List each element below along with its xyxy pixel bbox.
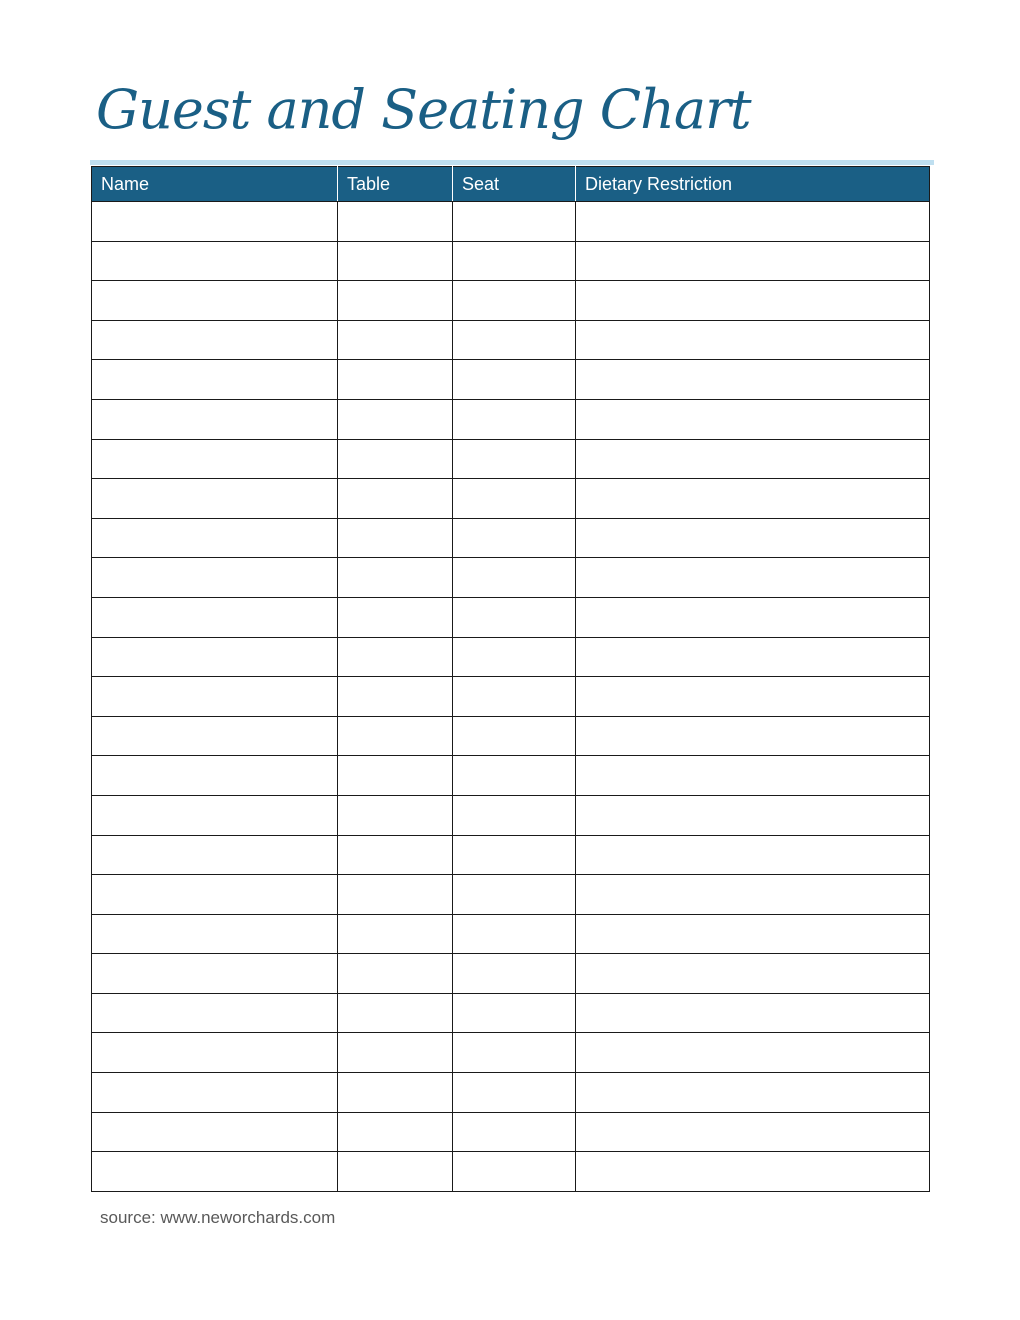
table-row — [92, 1112, 930, 1152]
seat-cell[interactable] — [453, 518, 576, 558]
dietary-restriction-cell[interactable] — [576, 954, 930, 994]
dietary-restriction-cell[interactable] — [576, 1112, 930, 1152]
column-header-name: Name — [92, 167, 338, 202]
table-row — [92, 954, 930, 994]
table-cell[interactable] — [338, 993, 453, 1033]
dietary-restriction-cell[interactable] — [576, 1152, 930, 1192]
table-cell[interactable] — [338, 597, 453, 637]
table-row — [92, 558, 930, 598]
page-title: Guest and Seating Chart — [96, 78, 751, 141]
name-cell[interactable] — [92, 954, 338, 994]
name-cell[interactable] — [92, 597, 338, 637]
name-cell[interactable] — [92, 439, 338, 479]
table-cell[interactable] — [338, 637, 453, 677]
dietary-restriction-cell[interactable] — [576, 835, 930, 875]
table-cell[interactable] — [338, 439, 453, 479]
table-cell[interactable] — [338, 1033, 453, 1073]
dietary-restriction-cell[interactable] — [576, 518, 930, 558]
table-cell[interactable] — [338, 835, 453, 875]
column-header-dietary-restriction: Dietary Restriction — [576, 167, 930, 202]
table-cell[interactable] — [338, 756, 453, 796]
name-cell[interactable] — [92, 677, 338, 717]
name-cell[interactable] — [92, 281, 338, 321]
seat-cell[interactable] — [453, 1033, 576, 1073]
seat-cell[interactable] — [453, 993, 576, 1033]
seat-cell[interactable] — [453, 756, 576, 796]
table-row — [92, 1033, 930, 1073]
seat-cell[interactable] — [453, 677, 576, 717]
name-cell[interactable] — [92, 795, 338, 835]
dietary-restriction-cell[interactable] — [576, 795, 930, 835]
table-body — [92, 202, 930, 1192]
seat-cell[interactable] — [453, 1152, 576, 1192]
seat-cell[interactable] — [453, 281, 576, 321]
table-cell[interactable] — [338, 360, 453, 400]
table-row — [92, 993, 930, 1033]
table-row — [92, 1073, 930, 1113]
table-cell[interactable] — [338, 518, 453, 558]
table-row — [92, 202, 930, 242]
table-cell[interactable] — [338, 795, 453, 835]
table-row — [92, 637, 930, 677]
table-cell[interactable] — [338, 281, 453, 321]
dietary-restriction-cell[interactable] — [576, 558, 930, 598]
table-cell[interactable] — [338, 241, 453, 281]
dietary-restriction-cell[interactable] — [576, 439, 930, 479]
dietary-restriction-cell[interactable] — [576, 1033, 930, 1073]
column-header-table: Table — [338, 167, 453, 202]
seat-cell[interactable] — [453, 597, 576, 637]
seat-cell[interactable] — [453, 914, 576, 954]
table-cell[interactable] — [338, 558, 453, 598]
dietary-restriction-cell[interactable] — [576, 241, 930, 281]
seat-cell[interactable] — [453, 202, 576, 242]
name-cell[interactable] — [92, 558, 338, 598]
table-cell[interactable] — [338, 399, 453, 439]
table-row — [92, 399, 930, 439]
name-cell[interactable] — [92, 241, 338, 281]
name-cell[interactable] — [92, 835, 338, 875]
table-row — [92, 677, 930, 717]
dietary-restriction-cell[interactable] — [576, 875, 930, 915]
seat-cell[interactable] — [453, 954, 576, 994]
name-cell[interactable] — [92, 1073, 338, 1113]
seat-cell[interactable] — [453, 558, 576, 598]
name-cell[interactable] — [92, 993, 338, 1033]
table-row — [92, 518, 930, 558]
name-cell[interactable] — [92, 360, 338, 400]
name-cell[interactable] — [92, 875, 338, 915]
seat-cell[interactable] — [453, 399, 576, 439]
seat-cell[interactable] — [453, 1112, 576, 1152]
seat-cell[interactable] — [453, 479, 576, 519]
table-row — [92, 281, 930, 321]
dietary-restriction-cell[interactable] — [576, 479, 930, 519]
name-cell[interactable] — [92, 1152, 338, 1192]
table-row — [92, 479, 930, 519]
source-credit: source: www.neworchards.com — [100, 1208, 336, 1227]
seat-cell[interactable] — [453, 875, 576, 915]
table-cell[interactable] — [338, 479, 453, 519]
table-row — [92, 795, 930, 835]
table-row — [92, 914, 930, 954]
seat-cell[interactable] — [453, 439, 576, 479]
dietary-restriction-cell[interactable] — [576, 914, 930, 954]
table-cell[interactable] — [338, 677, 453, 717]
dietary-restriction-cell[interactable] — [576, 756, 930, 796]
header-row — [92, 167, 930, 202]
name-cell[interactable] — [92, 399, 338, 439]
table-row — [92, 875, 930, 915]
table-cell[interactable] — [338, 954, 453, 994]
table-row — [92, 320, 930, 360]
name-cell[interactable] — [92, 320, 338, 360]
seat-cell[interactable] — [453, 835, 576, 875]
seat-cell[interactable] — [453, 241, 576, 281]
seat-cell[interactable] — [453, 1073, 576, 1113]
name-cell[interactable] — [92, 637, 338, 677]
dietary-restriction-cell[interactable] — [576, 993, 930, 1033]
name-cell[interactable] — [92, 202, 338, 242]
table-row — [92, 597, 930, 637]
table-cell[interactable] — [338, 914, 453, 954]
dietary-restriction-cell[interactable] — [576, 716, 930, 756]
dietary-restriction-cell[interactable] — [576, 320, 930, 360]
name-cell[interactable] — [92, 756, 338, 796]
name-cell[interactable] — [92, 479, 338, 519]
dietary-restriction-cell[interactable] — [576, 202, 930, 242]
name-cell[interactable] — [92, 716, 338, 756]
table-row — [92, 756, 930, 796]
dietary-restriction-cell[interactable] — [576, 677, 930, 717]
table-row — [92, 360, 930, 400]
title-underline — [90, 160, 934, 165]
table-row — [92, 716, 930, 756]
dietary-restriction-cell[interactable] — [576, 597, 930, 637]
table-cell[interactable] — [338, 875, 453, 915]
table-row — [92, 835, 930, 875]
seat-cell[interactable] — [453, 637, 576, 677]
table-cell[interactable] — [338, 1112, 453, 1152]
table-cell[interactable] — [338, 1152, 453, 1192]
dietary-restriction-cell[interactable] — [576, 637, 930, 677]
name-cell[interactable] — [92, 518, 338, 558]
name-cell[interactable] — [92, 1033, 338, 1073]
dietary-restriction-cell[interactable] — [576, 281, 930, 321]
column-header-seat: Seat — [453, 167, 576, 202]
table-row — [92, 241, 930, 281]
seat-cell[interactable] — [453, 716, 576, 756]
table-cell[interactable] — [338, 1073, 453, 1113]
table-row — [92, 439, 930, 479]
seat-cell[interactable] — [453, 360, 576, 400]
table-row — [92, 1152, 930, 1192]
table-cell[interactable] — [338, 202, 453, 242]
seat-cell[interactable] — [453, 795, 576, 835]
dietary-restriction-cell[interactable] — [576, 360, 930, 400]
table-cell[interactable] — [338, 716, 453, 756]
table-cell[interactable] — [338, 320, 453, 360]
name-cell[interactable] — [92, 914, 338, 954]
guest-seating-table — [91, 166, 930, 1192]
dietary-restriction-cell[interactable] — [576, 1073, 930, 1113]
dietary-restriction-cell[interactable] — [576, 399, 930, 439]
name-cell[interactable] — [92, 1112, 338, 1152]
seat-cell[interactable] — [453, 320, 576, 360]
